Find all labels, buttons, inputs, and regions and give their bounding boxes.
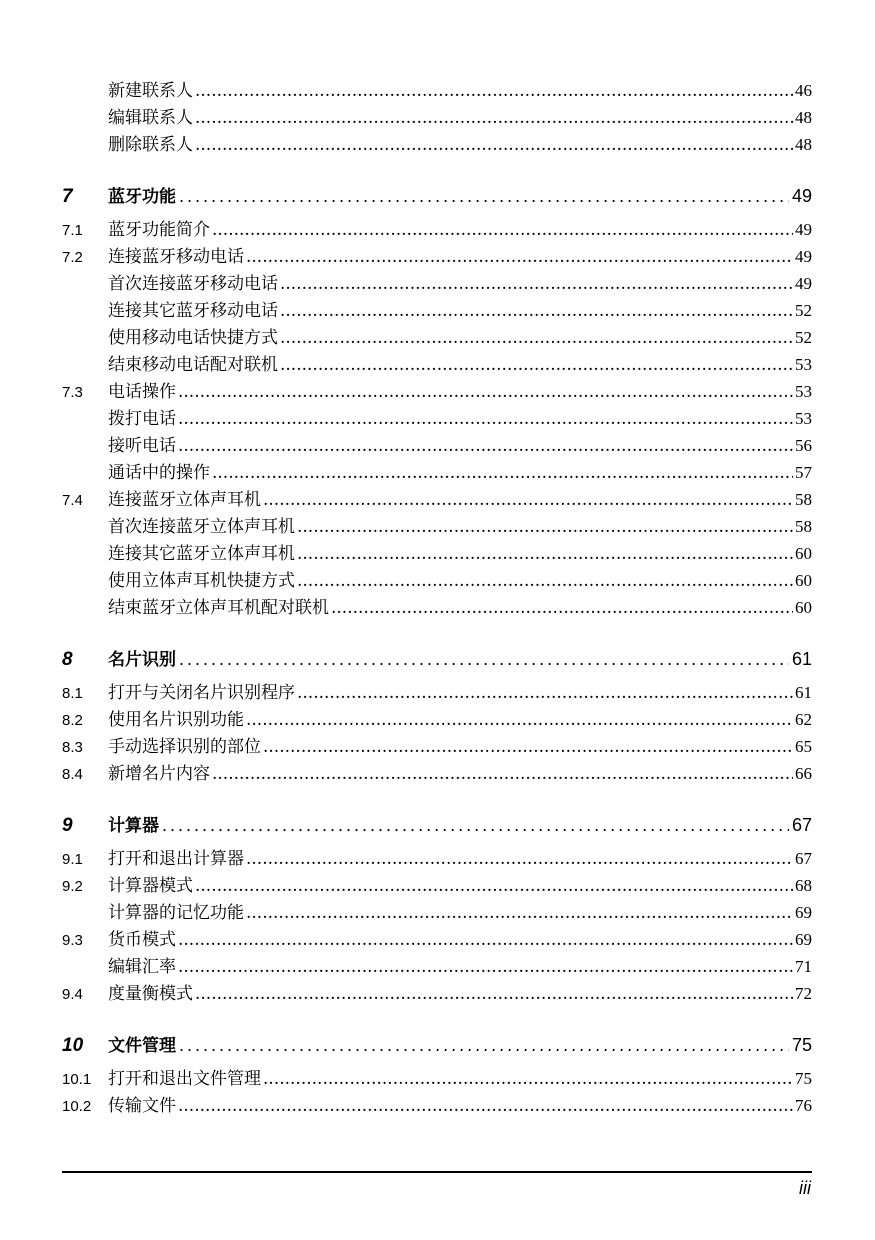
toc-entry-number: 8.2 [62,712,83,729]
toc-entry-page: 71 [795,957,812,976]
toc-entry-number: 10.1 [62,1071,92,1088]
toc-entry-title: 结束移动电话配对联机 [108,355,278,375]
toc-entry[interactable] [62,845,812,872]
toc-entry-page: 69 [795,930,812,949]
chapter-number: 9 [62,815,73,836]
toc-entry-page: 75 [795,1069,812,1088]
toc-entry[interactable] [62,378,812,405]
toc-entry[interactable] [62,405,812,432]
chapter-page: 75 [791,1035,812,1055]
chapter-number: 10 [62,1035,84,1056]
chapter-title: 文件管理 [108,1036,176,1056]
toc-entry-page: 53 [795,355,812,374]
toc-entry-number: 8.3 [62,739,83,756]
dot-leader [280,325,793,352]
dot-leader [195,78,793,105]
toc-entry-title: 打开与关闭名片识别程序 [108,683,295,703]
dot-leader [179,1030,789,1060]
dot-leader [263,1066,793,1093]
dot-leader [280,271,793,298]
toc-entry[interactable] [62,1065,812,1092]
chapter-page: 61 [791,649,812,669]
toc-entry-title: 使用立体声耳机快捷方式 [108,571,295,591]
toc-entry-title: 传输文件 [108,1096,176,1116]
toc-entry[interactable] [62,594,812,621]
toc-entry-page: 48 [795,135,812,154]
toc-entry[interactable] [62,706,812,733]
toc-entry-title: 首次连接蓝牙移动电话 [108,274,278,294]
dot-leader [331,595,793,622]
toc-entry-page: 72 [795,984,812,1003]
chapter-page: 49 [791,186,812,206]
dot-leader [246,900,793,927]
toc-entry-title: 蓝牙功能简介 [108,220,210,240]
toc-entry-title: 计算器模式 [108,876,193,896]
dot-leader [263,487,793,514]
toc-entry[interactable] [62,104,812,131]
toc-entry[interactable] [62,486,812,513]
dot-leader [297,680,793,707]
toc-entry-page: 62 [795,710,812,729]
toc-entry-number: 8.1 [62,685,83,702]
toc-entry-page: 49 [795,274,812,293]
dot-leader [178,1093,793,1120]
toc-entry[interactable] [62,351,812,378]
toc-entry-title: 连接其它蓝牙立体声耳机 [108,544,295,564]
footer-rule [62,1171,812,1173]
chapter-number: 7 [62,186,73,207]
toc-entry-page: 52 [795,328,812,347]
toc-entry-title: 拨打电话 [108,409,176,429]
toc-entry-page: 49 [795,220,812,239]
toc-entry[interactable] [62,679,812,706]
toc-entry[interactable] [62,567,812,594]
toc-entry[interactable] [62,216,812,243]
dot-leader [179,644,789,674]
toc-entry-page: 53 [795,409,812,428]
toc-entry-page: 60 [795,598,812,617]
dot-leader [297,514,793,541]
toc-entry[interactable] [62,270,812,297]
toc-entry-page: 67 [795,849,812,868]
chapter-title: 计算器 [108,816,159,836]
dot-leader [178,954,793,981]
toc-entry-title: 新建联系人 [108,81,193,101]
toc-entry-title: 货币模式 [108,930,176,950]
dot-leader [297,568,793,595]
dot-leader [195,873,793,900]
toc-chapter-heading[interactable] [62,644,812,674]
toc-entry-title: 接听电话 [108,436,176,456]
toc-entry[interactable] [62,243,812,270]
toc-entry-page: 60 [795,544,812,563]
toc-entry[interactable] [62,733,812,760]
toc-entry[interactable] [62,926,812,953]
dot-leader [246,707,793,734]
toc-entry-page: 58 [795,490,812,509]
toc-entry-number: 10.2 [62,1098,92,1115]
dot-leader [178,379,793,406]
toc-entry-page: 61 [795,683,812,702]
toc-entry[interactable] [62,953,812,980]
toc-entry-title: 编辑联系人 [108,108,193,128]
toc-entry-page: 52 [795,301,812,320]
dot-leader [178,927,793,954]
toc-entry[interactable] [62,980,812,1007]
toc-entry-number: 7.4 [62,492,83,509]
toc-entry-title: 打开和退出文件管理 [108,1069,261,1089]
dot-leader [212,761,793,788]
toc-entry-title: 删除联系人 [108,135,193,155]
dot-leader [297,541,793,568]
toc-entry-page: 68 [795,876,812,895]
toc-entry-page: 69 [795,903,812,922]
dot-leader [280,298,793,325]
toc-entry-number: 9.2 [62,878,83,895]
toc-entry-title: 连接蓝牙立体声耳机 [108,490,261,510]
toc-entry-title: 电话操作 [108,382,176,402]
toc-entry-page: 46 [795,81,812,100]
toc-entry-page: 76 [795,1096,812,1115]
chapter-title: 蓝牙功能 [108,187,176,207]
dot-leader [212,217,793,244]
dot-leader [280,352,793,379]
toc-entry-title: 首次连接蓝牙立体声耳机 [108,517,295,537]
toc-entry-title: 计算器的记忆功能 [108,903,244,923]
toc-entry[interactable] [62,540,812,567]
toc-entry-title: 新增名片内容 [108,764,210,784]
dot-leader [195,132,793,159]
toc-entry-page: 66 [795,764,812,783]
toc-entry-page: 60 [795,571,812,590]
toc-entry-number: 9.1 [62,851,83,868]
chapter-page: 67 [791,815,812,835]
toc-entry[interactable] [62,77,812,104]
toc-entry-page: 65 [795,737,812,756]
toc-entry-page: 48 [795,108,812,127]
dot-leader [246,846,793,873]
dot-leader [162,810,789,840]
toc-entry-title: 通话中的操作 [108,463,210,483]
toc-entry-page: 53 [795,382,812,401]
dot-leader [178,433,793,460]
toc-entry[interactable] [62,324,812,351]
toc-entry-number: 9.4 [62,986,83,1003]
toc-entry-title: 打开和退出计算器 [108,849,244,869]
toc-chapter-heading[interactable] [62,181,812,211]
toc-entry-number: 8.4 [62,766,83,783]
toc-entry-title: 手动选择识别的部位 [108,737,261,757]
toc-chapter-heading[interactable] [62,1030,812,1060]
toc-entry-title: 使用移动电话快捷方式 [108,328,278,348]
toc-entry-title: 使用名片识别功能 [108,710,244,730]
toc-entry-number: 9.3 [62,932,83,949]
toc-entry[interactable] [62,297,812,324]
toc-entry-page: 58 [795,517,812,536]
dot-leader [195,981,793,1008]
toc-entry[interactable] [62,513,812,540]
dot-leader [212,460,793,487]
toc-entry-number: 7.2 [62,249,83,266]
toc-chapter-heading[interactable] [62,810,812,840]
table-of-contents [62,77,812,1119]
toc-entry[interactable] [62,131,812,158]
toc-entry-title: 结束蓝牙立体声耳机配对联机 [108,598,329,618]
toc-entry[interactable] [62,432,812,459]
toc-entry[interactable] [62,1092,812,1119]
toc-entry-page: 57 [795,463,812,482]
toc-entry-number: 7.1 [62,222,83,239]
footer-page-number: iii [799,1178,811,1198]
dot-leader [179,181,789,211]
dot-leader [263,734,793,761]
dot-leader [178,406,793,433]
toc-entry[interactable] [62,459,812,486]
toc-entry-title: 度量衡模式 [108,984,193,1004]
toc-entry[interactable] [62,872,812,899]
toc-entry-page: 56 [795,436,812,455]
toc-entry-page: 49 [795,247,812,266]
toc-entry-title: 连接蓝牙移动电话 [108,247,244,267]
chapter-title: 名片识别 [108,650,176,670]
toc-entry[interactable] [62,899,812,926]
dot-leader [195,105,793,132]
dot-leader [246,244,793,271]
chapter-number: 8 [62,649,73,670]
toc-entry-title: 连接其它蓝牙移动电话 [108,301,278,321]
toc-entry-number: 7.3 [62,384,83,401]
toc-entry-title: 编辑汇率 [108,957,176,977]
toc-entry[interactable] [62,760,812,787]
